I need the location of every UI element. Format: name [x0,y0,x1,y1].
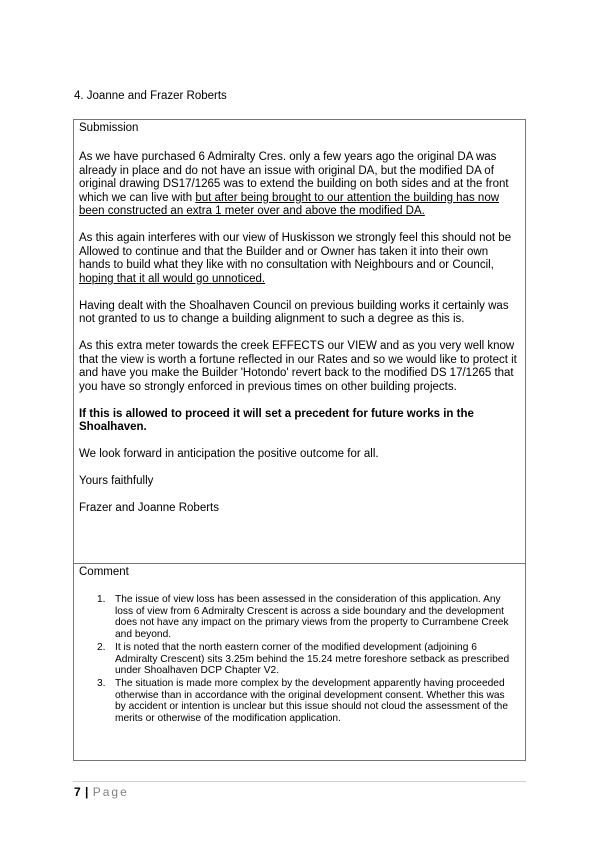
comment-box [73,563,526,761]
page-separator: | [85,785,89,799]
comment-item [74,594,517,641]
submission-paragraph-3: Having dealt with the Shoalhaven Council on previous building works it certainly was not granted to us to change a building alignment to such a degree as this is. [79,299,509,325]
page-label: Page [92,785,129,799]
submission-paragraph-5-bold: If this is allowed to proceed it will set a precedent for future works in the Shoalhaven. [79,407,474,433]
comment-item [74,678,517,725]
comment-item-number: 3. [97,677,106,689]
section-heading: 4. Joanne and Frazer Roberts [74,90,227,102]
submission-paragraph-2 [79,232,520,286]
page-number: 7 [74,785,82,799]
comment-item [74,642,517,677]
comment-item-text: The situation is made more complex by the development apparently having proceeded otherwise than in accordance with the original development consent. Whether this was by accident or intention is unclear but this issue should not cloud the assessment of the merits or otherwise of the modification application. [115,677,509,725]
comment-item-text: It is noted that the north eastern corner of the modified development (adjoining 6 Admiralty Crescent) sits 3.25m behind the 15.24 metre foreshore setback as prescribed under Shoalhaven DCP Chapter V2. [115,641,510,677]
comment-item-number: 1. [97,594,106,605]
submission-box [73,119,526,564]
submission-content [79,151,520,529]
submission-closing: Yours faithfully [79,475,154,487]
submission-signature: Frazer and Joanne Roberts [79,502,219,514]
comment-item-number: 2. [97,641,106,653]
page-footer [74,785,129,799]
submission-paragraph-1 [79,151,520,219]
submission-paragraph-1-underlined: but after being brought to our attention the building has now been constructed an extra 1 meter over and above the modified DA. [79,191,500,217]
submission-title: Submission [79,122,139,134]
comment-item-text: The issue of view loss has been assessed in the consideration of this application. Any loss of view from 6 Admiralty Crescent is across a side boundary and the development does not have any impact on the primary views from the property to Currambene Creek and beyond. [115,594,509,641]
submission-paragraph-4: As this extra meter towards the creek EFFECTS our VIEW and as you very well know that the view is worth a fortune reflected in our Rates and so we would like to protect it and have you make the Builder 'Hotondo' revert back to the modified DS 17/1265 that you have so strongly enforced in previous times on other building projects. [79,340,517,393]
submission-paragraph-6: We look forward in anticipation the positive outcome for all. [79,448,379,460]
submission-paragraph-1-text: As we have purchased 6 Admiralty Cres. only a few years ago the original DA was already in place and do not have an issue with original DA, but the modified DA of original drawing DS17/1265 was to extend the building on both sides and at the front which we can live with [79,151,509,204]
comment-list [74,594,517,726]
submission-paragraph-2-underlined: hoping that it all would go unnoticed. [79,272,266,285]
comment-title: Comment [79,566,129,578]
submission-paragraph-2-text: As this again interferes with our view of Huskisson we strongly feel this should not be Allowed to continue and that the Builder and or Owner has taken it into their own hands to build what they like with no consultation with Neighbours and or Council, [79,232,512,271]
footer-divider [73,781,526,782]
